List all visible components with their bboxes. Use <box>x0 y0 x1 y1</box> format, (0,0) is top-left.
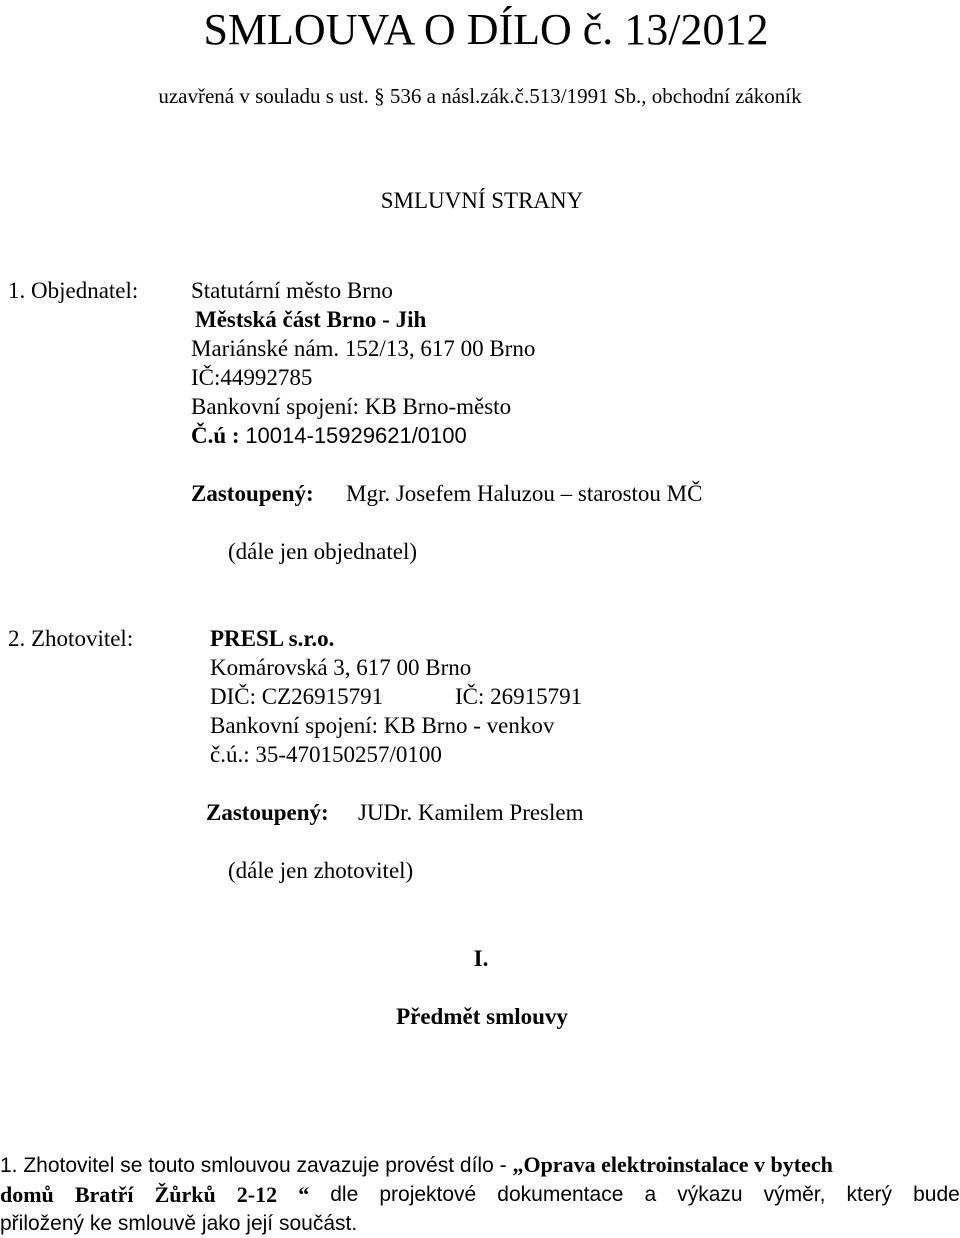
client-address: Mariánské nám. 152/13, 617 00 Brno <box>191 336 536 361</box>
contractor-bank: Bankovní spojení: KB Brno - venkov <box>210 713 555 738</box>
paragraph-line-1 <box>0 1150 960 1180</box>
contractor-dic: DIČ: CZ26915791 <box>210 684 384 709</box>
paragraph-text: dokumentace <box>497 1183 624 1206</box>
contractor-address: Komárovská 3, 617 00 Brno <box>210 655 472 680</box>
work-name: domů <box>0 1182 54 1207</box>
section-heading: Předmět smlouvy <box>396 1004 568 1029</box>
work-name: Bratří <box>74 1182 134 1207</box>
paragraph-text: dle <box>330 1183 359 1206</box>
paragraph-line-3: přiložený ke smlouvě jako její součást. <box>0 1212 358 1235</box>
client-account-row <box>191 424 467 447</box>
client-alias: (dále jen objednatel) <box>228 539 418 564</box>
contractor-alias: (dále jen zhotovitel) <box>228 858 414 883</box>
paragraph-text: a <box>644 1183 657 1206</box>
parties-heading: SMLUVNÍ STRANY <box>380 188 584 213</box>
contract-title: SMLOUVA O DÍLO č. 13/2012 <box>203 5 769 54</box>
client-ic: IČ:44992785 <box>191 365 313 390</box>
client-bank: Bankovní spojení: KB Brno-město <box>191 394 512 419</box>
work-name: „Oprava elektroinstalace v bytech <box>512 1152 833 1177</box>
paragraph-text: 1. Zhotovitel se touto smlouvou zavazuje provést dílo - <box>0 1154 507 1177</box>
work-name: Žůrků <box>154 1182 216 1207</box>
client-account: 10014-15929621/0100 <box>245 423 467 448</box>
contractor-ic: IČ: 26915791 <box>455 684 583 709</box>
client-name: Statutární město Brno <box>191 278 393 303</box>
paragraph-line-2 <box>0 1180 960 1209</box>
client-represented-by: Mgr. Josefem Haluzou – starostou MČ <box>346 481 703 506</box>
paragraph-text: který <box>846 1183 893 1206</box>
paragraph-text: bude <box>913 1183 960 1206</box>
contractor-represented-by: JUDr. Kamilem Preslem <box>358 800 584 825</box>
client-district: Městská část Brno - Jih <box>195 307 427 332</box>
section-number: I. <box>473 946 489 971</box>
section-paragraph <box>0 1150 960 1238</box>
client-account-prefix: Č.ú : <box>191 423 240 448</box>
contractor-label: 2. Zhotovitel: <box>8 626 134 651</box>
contract-subtitle: uzavřená v souladu s ust. § 536 a násl.zák.č.513/1991 Sb., obchodní zákoník <box>158 84 802 108</box>
work-name: “ <box>298 1182 310 1207</box>
client-represented-label: Zastoupený: <box>191 481 314 506</box>
work-name: 2-12 <box>236 1182 278 1207</box>
paragraph-text: výkazu <box>677 1183 743 1206</box>
paragraph-text: projektové <box>379 1183 477 1206</box>
contractor-represented-label: Zastoupený: <box>206 800 329 825</box>
contractor-account: č.ú.: 35-470150257/0100 <box>210 742 442 767</box>
paragraph-text: výměr, <box>763 1183 826 1206</box>
client-label: 1. Objednatel: <box>8 278 139 303</box>
contractor-name: PRESL s.r.o. <box>210 626 335 651</box>
